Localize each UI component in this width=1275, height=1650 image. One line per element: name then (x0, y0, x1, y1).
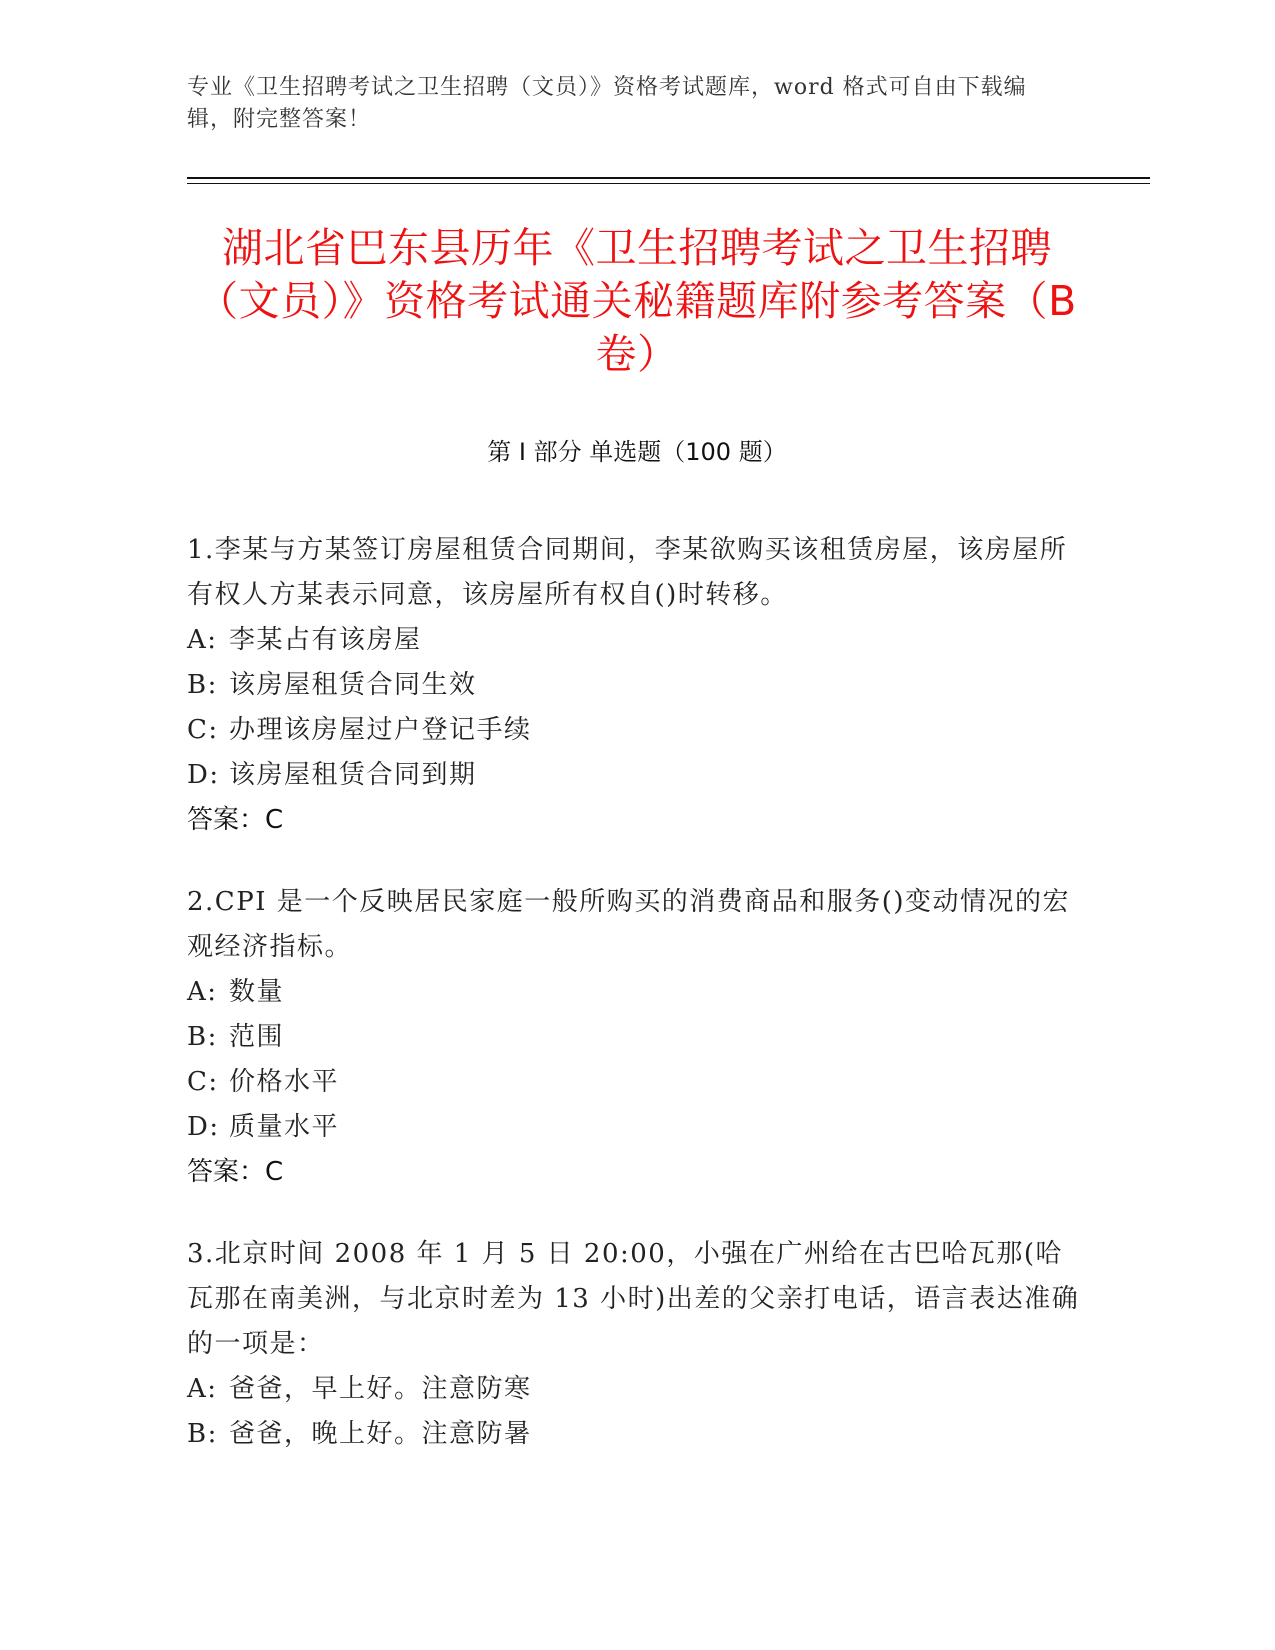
question-2 (187, 880, 1087, 1195)
header-rule-thick (187, 177, 1150, 179)
document-title: 湖北省巴东县历年《卫生招聘考试之卫生招聘（文员）》资格考试通关秘籍题库附参考答案（B 卷） (197, 224, 1077, 378)
option-letter: B: (187, 1022, 218, 1052)
option-text: 质量水平 (229, 1112, 340, 1142)
option-text: 价格水平 (229, 1067, 340, 1097)
option-d (187, 753, 1087, 798)
option-letter: C: (187, 1067, 219, 1097)
question-stem: 2.CPI 是一个反映居民家庭一般所购买的消费商品和服务()变动情况的宏观经济指标。 (187, 887, 1071, 962)
option-text: 该房屋租赁合同到期 (229, 760, 477, 790)
header-rule-thin (187, 183, 1150, 184)
header-note: 专业《卫生招聘考试之卫生招聘（文员）》资格考试题库，word 格式可自由下载编辑，附完整答案！ (187, 75, 1027, 132)
option-c (187, 1060, 1087, 1105)
question-1 (187, 528, 1087, 843)
option-letter: A: (187, 625, 218, 655)
option-text: 爸爸，晚上好。注意防暑 (229, 1419, 532, 1449)
question-stem: 1.李某与方某签订房屋租赁合同期间，李某欲购买该租赁房屋，该房屋所有权人方某表示同意，该房屋所有权自()时转移。 (187, 535, 1068, 610)
question-list (187, 528, 1087, 1494)
option-text: 范围 (229, 1022, 285, 1052)
option-letter: D: (187, 1112, 220, 1142)
option-a (187, 1367, 1087, 1412)
option-c (187, 708, 1087, 753)
option-letter: A: (187, 1374, 218, 1404)
option-d (187, 1105, 1087, 1150)
answer-line: 答案：C (187, 1157, 284, 1187)
question-3 (187, 1232, 1087, 1457)
option-letter: B: (187, 670, 218, 700)
option-b (187, 1015, 1087, 1060)
option-b (187, 663, 1087, 708)
option-text: 爸爸，早上好。注意防寒 (229, 1374, 532, 1404)
option-a (187, 618, 1087, 663)
option-text: 办理该房屋过户登记手续 (229, 715, 532, 745)
question-stem: 3.北京时间 2008 年 1 月 5 日 20:00，小强在广州给在古巴哈瓦那(哈瓦那在南美洲，与北京时差为 13 小时)出差的父亲打电话，语言表达准确的一项是： (187, 1239, 1080, 1359)
option-text: 李某占有该房屋 (229, 625, 422, 655)
section-title: 第 I 部分 单选题（100 题） (487, 438, 787, 466)
answer-line: 答案：C (187, 805, 284, 835)
option-letter: A: (187, 977, 218, 1007)
option-b (187, 1412, 1087, 1457)
option-letter: D: (187, 760, 220, 790)
option-letter: B: (187, 1419, 218, 1449)
option-letter: C: (187, 715, 219, 745)
option-text: 数量 (229, 977, 285, 1007)
option-a (187, 970, 1087, 1015)
option-text: 该房屋租赁合同生效 (229, 670, 477, 700)
